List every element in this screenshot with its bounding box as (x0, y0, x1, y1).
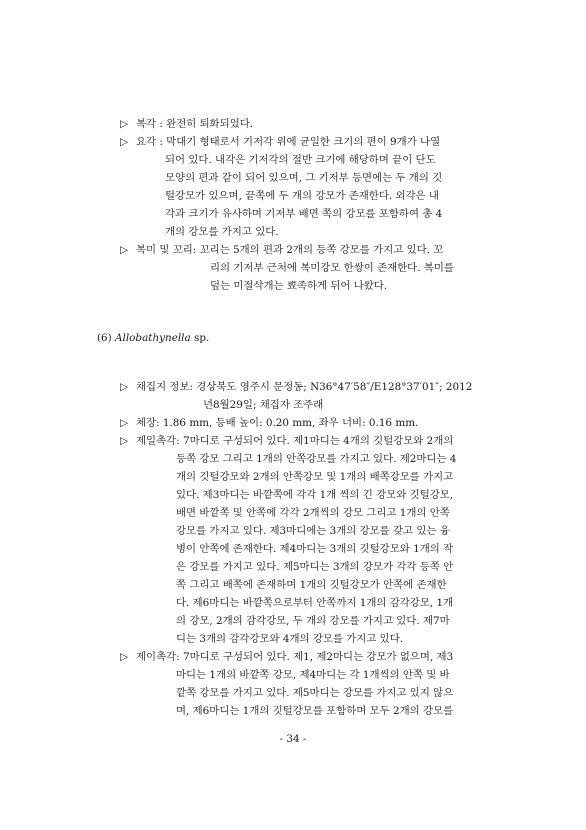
heading-suffix: sp. (190, 332, 210, 344)
triangle-bullet-icon: ▷ (120, 381, 129, 393)
entry-text: 털강모가 있으며, 끝쪽에 두 개의 강모가 존재한다. 외각은 내 (165, 190, 439, 202)
entry-text: 깥쪽 강모를 가지고 있다. 제5마디는 강모를 가지고 있지 않으 (176, 687, 454, 699)
entry-label: 체장: (136, 417, 163, 429)
entry-text: 경상북도 영주시 문정동; N36°47′58″/E128°37′01″; 2012 (196, 381, 473, 393)
entry-text: 1.86 mm, 등배 높이: 0.20 mm, 좌우 너비: 0.16 mm. (162, 417, 419, 429)
triangle-bullet-icon: ▷ (120, 118, 129, 130)
entry-text: 되어 있다. 내각은 기저각의 절반 크기에 해당하며 끝이 단도 (165, 154, 436, 166)
entry-text: 7마디로 구성되어 있다. 제1, 제2마디는 강모가 없으며, 제3 (182, 651, 454, 663)
triangle-bullet-icon: ▷ (120, 244, 129, 256)
entry-label: 제이촉각: (136, 651, 183, 663)
entry-text: 은 강모를 가지고 있다. 제5마디는 3개의 강모가 각각 등쪽 안 (176, 561, 454, 573)
entry-text: 강모를 가지고 있다. 제3마디에는 3개의 강모를 갖고 있는 융 (176, 525, 450, 537)
entry-text: 마디는 1개의 바깥쪽 강모, 제4마디는 각 1개씩의 안쪽 및 바 (176, 669, 450, 681)
body-size-entry (136, 416, 418, 430)
entry-label: 복미 및 꼬리: (136, 244, 200, 256)
labium-entry (136, 135, 440, 149)
heading-number: (6) (97, 332, 116, 344)
genus-name: Allobathynella (115, 332, 191, 344)
entry-text: 등쪽 강모 그리고 1개의 안쪽강모를 가지고 있다. 제2마디는 4 (176, 453, 457, 465)
entry-text: 7마디로 구성되어 있다. 제1마디는 4개의 깃털강모와 2개의 (182, 435, 454, 447)
entry-label: 채집지 정보: (136, 381, 197, 393)
entry-text: 있다. 제3마디는 바깥쪽에 각각 1개 씩의 긴 강모와 깃털강모, (176, 489, 454, 501)
entry-text: 병이 안쪽에 존재한다. 제4마디는 3개의 깃털강모와 1개의 작 (176, 543, 454, 555)
entry-text: 디는 3개의 감각강모와 4개의 강모를 가지고 있다. (176, 633, 404, 645)
entry-text: 배면 바깥쪽 및 안쪽에 각각 2개씩의 강모 그리고 1개의 안쪽 (176, 507, 450, 519)
entry-text: 쪽 그리고 배쪽에 존재하며 1개의 깃털강모가 안쪽에 존재한 (176, 579, 447, 591)
entry-text: 개의 강모를 가지고 있다. (165, 226, 279, 238)
entry-label: 요각 : (136, 136, 167, 148)
entry-text: 년8월29일; 채집자 조주래 (203, 399, 324, 411)
entry-text: 막대기 형태로서 기저각 위에 균일한 크기의 편이 9개가 나열 (166, 136, 441, 148)
entry-label: 제일촉각: (136, 435, 183, 447)
entry-text: 덮는 미절삭개는 뾰족하게 뒤어 나왔다. (210, 280, 388, 292)
page-number: - 34 - (279, 733, 307, 745)
triangle-bullet-icon: ▷ (120, 136, 129, 148)
entry-text: 완전히 퇴화되었다. (166, 118, 254, 130)
entry-text: 개의 깃털강모와 2개의 안쪽강모 및 1개의 배쪽강모를 가지고 (176, 471, 454, 483)
entry-text: 리의 기저부 근처에 복미강모 한쌍이 존재한다. 복미를 (210, 262, 454, 274)
entry-text: 모양의 편과 같이 되어 있으며, 그 기저부 등면에는 두 개의 깃 (165, 172, 443, 184)
antenna2-entry (136, 650, 453, 664)
entry-label: 복각 : (136, 118, 167, 130)
tail-entry (136, 117, 253, 131)
entry-text: 다. 제6마디는 바깥쪽으로부터 안쪽까지 1개의 감각강모, 1개 (176, 597, 454, 609)
antenna1-entry (136, 434, 453, 448)
entry-text: 며, 제6마디는 1개의 깃털강모를 포함하며 모두 2개의 강모를 (176, 705, 454, 717)
locality-entry (136, 380, 472, 394)
entry-text: 각과 크기가 유사하며 기저부 배면 쪽의 강모를 포함하여 총 4 (165, 208, 443, 220)
triangle-bullet-icon: ▷ (120, 417, 129, 429)
entry-text: 꼬리는 5개의 편과 2개의 등쪽 강모를 가지고 있다. 꼬 (199, 244, 444, 256)
triangle-bullet-icon: ▷ (120, 435, 129, 447)
triangle-bullet-icon: ▷ (120, 651, 129, 663)
telson-entry (136, 243, 443, 257)
species-heading (97, 331, 209, 345)
entry-text: 의 강모, 2개의 감각강모, 두 개의 강모를 가지고 있다. 제7마 (176, 615, 450, 627)
